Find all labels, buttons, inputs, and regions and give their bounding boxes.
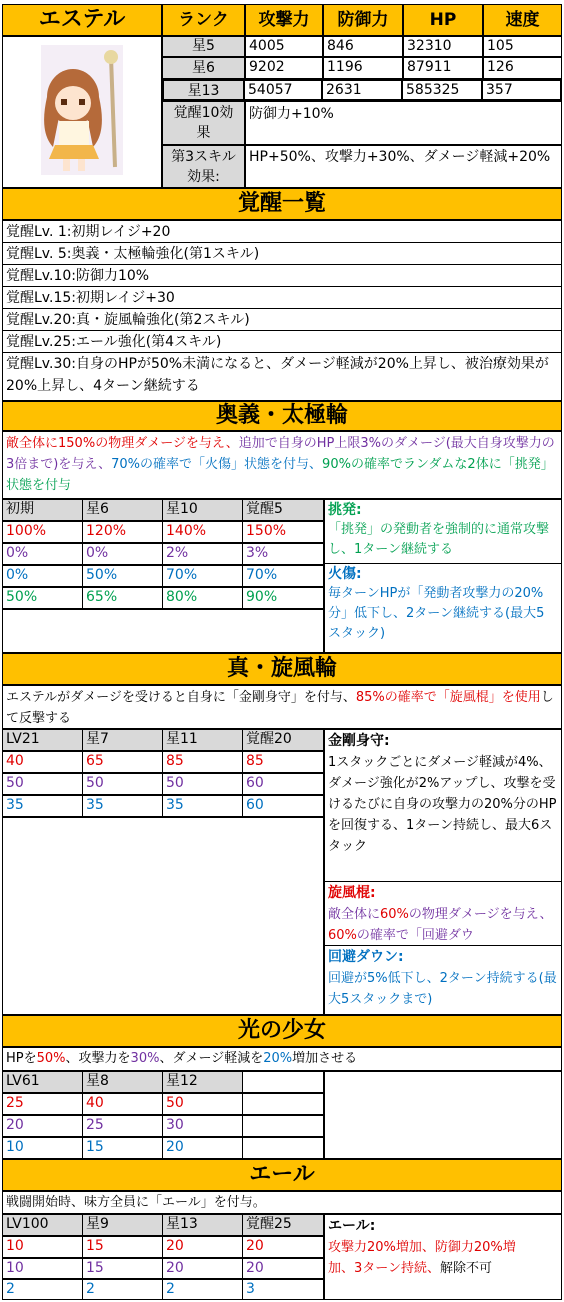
skill1-cell: 80% (162, 587, 243, 609)
whirl-desc: の確率で「回避ダウ (356, 928, 474, 943)
awakening-item: 覚醒Lv.15:初期レイジ+30 (3, 287, 561, 309)
whirl-desc: 敵全体に (328, 907, 381, 922)
skill3-desc-30: 30% (130, 1051, 160, 1066)
star6-defense: 1196 (323, 57, 403, 79)
skill3-cell: 25 (82, 1115, 163, 1137)
character-sprite-icon (3, 37, 161, 187)
star5-speed: 105 (483, 36, 562, 57)
note-taunt-text: 「挑発」の発動者を強制的に通常攻撃し、1ターン継続する (325, 520, 561, 564)
skill1-col: 初期 (2, 499, 83, 521)
skill1-notes (324, 499, 562, 653)
skill4-cell: 20 (162, 1258, 243, 1279)
star13-defense: 2631 (323, 79, 403, 101)
skill4-col: 覚醒25 (242, 1214, 324, 1236)
skill2-col: 覚醒20 (242, 729, 324, 751)
skill3-desc: 、ダメージ軽減を (159, 1051, 264, 1066)
skill1-desc-3: 3% (360, 436, 381, 451)
skill1-cell: 140% (162, 521, 243, 543)
star6-speed: 126 (483, 57, 562, 79)
awakening-item: 覚醒Lv.30:自身のHPが50%未満になると、ダメージ軽減が20%上昇し、被治療効果が20%上昇し、4ターン継続する (6, 356, 549, 394)
skill2-cell: 35 (162, 795, 243, 817)
skill2-col: LV21 (2, 729, 83, 751)
star6-attack: 9202 (245, 57, 323, 79)
note-whirlwind-title: 旋風棍: (328, 885, 376, 901)
awakening-item: 覚醒Lv.20:真・旋風輪強化(第2スキル) (3, 309, 561, 331)
skill2-cell: 65 (82, 751, 163, 773)
skill3-desc-50: 50% (36, 1051, 66, 1066)
skill3-title: 光の少女 (2, 1015, 562, 1047)
skill1-cell: 0% (2, 565, 83, 587)
awakening-title: 覚醒一覧 (2, 188, 562, 220)
skill3-col: 星12 (162, 1071, 243, 1093)
skill2-cell: 60 (242, 773, 324, 795)
skill4-cell: 20 (242, 1258, 324, 1279)
rank-star6: 星6 (162, 57, 245, 79)
skill3-cell: 30 (162, 1115, 243, 1137)
awakening-item: 覚醒Lv.10:防御力10% (3, 265, 561, 287)
skill2-cell: 50 (82, 773, 163, 795)
skill1-cell: 65% (82, 587, 163, 609)
skill2-notes (324, 729, 562, 1015)
skill1-desc: 追加で自身のHP上限 (238, 436, 361, 451)
skill4-title: エール (2, 1159, 562, 1191)
skill1-desc-90: 90% (322, 457, 351, 472)
skill3-effect-label: 第3スキル効果: (162, 145, 245, 188)
note-cheer-title: エール: (328, 1218, 376, 1234)
skill4-description: 戦闘開始時、味方全員に「エール」を付与。 (2, 1191, 562, 1214)
skill4-table (2, 1214, 324, 1300)
skill2-desc-85: 85%の確率で (355, 690, 437, 705)
skill4-notes (324, 1214, 562, 1300)
awaken10-value: 防御力+10% (245, 101, 562, 145)
skill3-desc: 増加させる (292, 1051, 358, 1066)
skill4-col: 星9 (82, 1214, 163, 1236)
note-vajra-text: 1スタックごとにダメージ軽減が4%、ダメージ強化が2%アップし、攻撃を受けるたびに自身の攻撃力の20%分のHPを回復する、1ターン持続し、最大6スタック (325, 752, 561, 882)
skill4-cell: 2 (82, 1279, 163, 1300)
note-cheer-line1: 攻撃力20%増加、防御力20%増 (328, 1240, 516, 1255)
skill2-desc: 「旋風棍」を使用 (436, 690, 541, 705)
skill4-cell: 20 (162, 1236, 243, 1258)
skill3-cell: 40 (82, 1093, 163, 1115)
skill3-cell: 50 (162, 1093, 243, 1115)
whirl-desc-60: 60% (380, 907, 409, 922)
skill4-col: 星13 (162, 1214, 243, 1236)
skill1-desc-70: 70% (111, 457, 141, 472)
skill3-description (2, 1047, 562, 1071)
skill1-cell: 70% (242, 565, 324, 587)
skill2-desc: して反撃する (6, 690, 554, 726)
skill4-cell: 10 (2, 1236, 83, 1258)
skill1-cell: 0% (2, 543, 83, 565)
col-speed: 速度 (483, 4, 562, 36)
star5-hp: 32310 (403, 36, 483, 57)
skill1-description (2, 431, 562, 499)
skill4-cell: 15 (82, 1258, 163, 1279)
skill1-cell: 70% (162, 565, 243, 587)
awakening-item: 覚醒Lv.25:エール強化(第4スキル) (3, 331, 561, 353)
skill1-desc: の確率で「火傷」状態を付与、 (140, 457, 323, 472)
skill2-col: 星7 (82, 729, 163, 751)
skill2-cell: 40 (2, 751, 83, 773)
skill2-cell: 35 (82, 795, 163, 817)
skill3-cell: 25 (2, 1093, 83, 1115)
skill2-table-blank (2, 817, 324, 1015)
skill2-cell: 50 (2, 773, 83, 795)
skill3-cell-empty (242, 1137, 324, 1159)
skill1-table (2, 499, 324, 609)
skill2-cell: 85 (242, 751, 324, 773)
skill1-cell: 90% (242, 587, 324, 609)
skill1-desc: の物理ダメージを与え、 (95, 436, 239, 451)
note-burn-text: 毎ターンHPが「発動者攻撃力の20%分」低下し、2ターン継続する(最大5スタック) (328, 586, 545, 641)
skill3-cell: 20 (2, 1115, 83, 1137)
skill1-cell: 0% (82, 543, 163, 565)
col-rank: ランク (162, 4, 245, 36)
star13-hp: 585325 (403, 79, 483, 101)
skill3-desc: HPを (6, 1051, 37, 1066)
skill2-cell: 50 (162, 773, 243, 795)
skill3-col: LV61 (2, 1071, 83, 1093)
skill1-col: 覚醒5 (242, 499, 324, 521)
skill3-table (2, 1071, 324, 1159)
skill2-col: 星11 (162, 729, 243, 751)
awakening-item: 覚醒Lv. 1:初期レイジ+20 (3, 221, 561, 243)
skill3-desc: 、攻撃力を (65, 1051, 131, 1066)
skill3-cell: 10 (2, 1137, 83, 1159)
skill3-notes-blank (324, 1071, 562, 1159)
note-taunt-title: 挑発: (328, 502, 362, 518)
skill1-cell: 120% (82, 521, 163, 543)
rank-star13: 星13 (162, 79, 245, 101)
skill4-col: LV100 (2, 1214, 83, 1236)
awaken10-label: 覚醒10効果 (162, 101, 245, 145)
skill4-cell: 10 (2, 1258, 83, 1279)
col-attack: 攻撃力 (245, 4, 323, 36)
skill1-desc: の確率でランダムな2体に「挑発」状態を付与 (6, 457, 554, 493)
skill3-col: 星8 (82, 1071, 163, 1093)
skill2-cell: 85 (162, 751, 243, 773)
character-name: エステル (2, 4, 162, 36)
note-whirlwind-text (325, 904, 561, 946)
col-defense: 防御力 (323, 4, 403, 36)
star13-speed: 357 (483, 79, 562, 101)
note-cheer-line2 (325, 1258, 561, 1279)
character-portrait (2, 36, 162, 188)
skill1-cell: 100% (2, 521, 83, 543)
skill3-col-empty (242, 1071, 324, 1093)
note-evade-down-title: 回避ダウン: (328, 949, 404, 965)
note-evade-down-text: 回避が5%低下し、2ターン持続する(最大5スタックまで) (328, 971, 557, 1007)
skill4-cell: 2 (162, 1279, 243, 1300)
col-hp: HP (403, 4, 483, 36)
skill4-cell: 2 (2, 1279, 83, 1300)
skill3-cell: 15 (82, 1137, 163, 1159)
skill2-cell: 60 (242, 795, 324, 817)
skill1-desc: のダメージ(最大自身攻撃力の3倍まで)を与え、 (6, 436, 555, 472)
star6-hp: 87911 (403, 57, 483, 79)
skill3-desc-20: 20% (263, 1051, 293, 1066)
skill2-cell: 35 (2, 795, 83, 817)
skill1-cell: 50% (82, 565, 163, 587)
skill1-desc: 敵全体に (6, 436, 59, 451)
skill2-desc: エステルがダメージを受けると自身に「金剛身守」を付与、 (6, 690, 356, 705)
skill1-cell: 2% (162, 543, 243, 565)
whirl-desc-60b: 60% (328, 928, 357, 943)
awakening-list (2, 220, 562, 401)
skill2-title: 真・旋風輪 (2, 653, 562, 685)
skill1-cell: 150% (242, 521, 324, 543)
star5-defense: 846 (323, 36, 403, 57)
skill4-cell: 15 (82, 1236, 163, 1258)
star5-attack: 4005 (245, 36, 323, 57)
rank-star5: 星5 (162, 36, 245, 57)
skill3-effect-value: HP+50%、攻撃力+30%、ダメージ軽減+20% (245, 145, 562, 188)
skill1-col: 星10 (162, 499, 243, 521)
skill1-col: 星6 (82, 499, 163, 521)
whirl-desc: の物理ダメージを与え、 (408, 907, 553, 922)
skill4-cell: 3 (242, 1279, 324, 1300)
awakening-item: 覚醒Lv. 5:奥義・太極輪強化(第1スキル) (3, 243, 561, 265)
skill2-description (2, 685, 562, 729)
skill2-table (2, 729, 324, 817)
skill3-cell-empty (242, 1093, 324, 1115)
note-cheer-part: 解除不可 (440, 1261, 493, 1276)
note-vajra-title: 金剛身守: (328, 733, 390, 749)
skill1-cell: 50% (2, 587, 83, 609)
skill1-cell: 3% (242, 543, 324, 565)
skill1-title: 奥義・太極輪 (2, 401, 562, 431)
skill1-table-blank (2, 609, 324, 653)
skill3-cell: 20 (162, 1137, 243, 1159)
skill4-cell: 20 (242, 1236, 324, 1258)
note-cheer-part: 加、3ターン持続、 (328, 1261, 441, 1276)
star13-attack: 54057 (245, 79, 323, 101)
skill3-cell-empty (242, 1115, 324, 1137)
note-burn-title: 火傷: (328, 566, 362, 582)
skill1-desc-150: 150% (58, 436, 96, 451)
